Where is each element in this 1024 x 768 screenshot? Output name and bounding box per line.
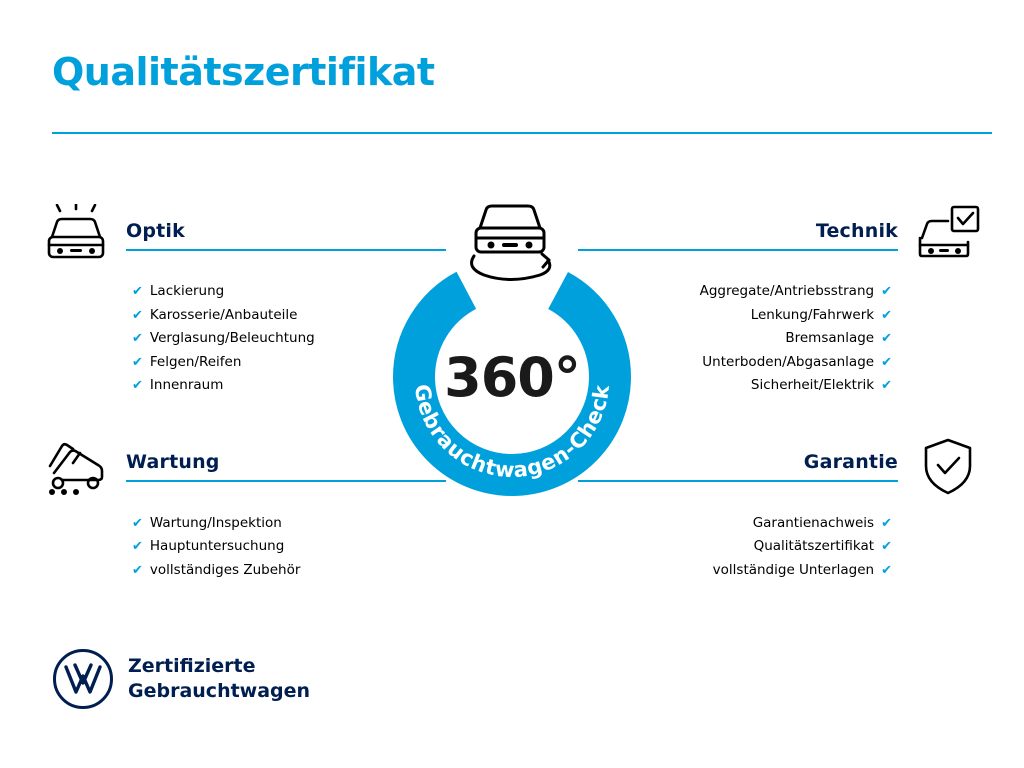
check-icon: ✔ [881, 562, 892, 578]
car-lift-icon [40, 436, 112, 498]
list-item-label: Innenraum [149, 377, 224, 393]
list-item-label: Unterboden/Abgasanlage [702, 353, 875, 370]
vw-logo-icon [52, 648, 114, 710]
list-item [132, 535, 460, 559]
list-item [132, 559, 460, 583]
check-icon: ✔ [881, 378, 892, 393]
check-icon: ✔ [132, 562, 143, 578]
list-item-label: Lackierung [149, 283, 225, 299]
check-icon: ✔ [881, 354, 892, 370]
check-icon: ✔ [881, 539, 892, 554]
shield-check-icon [912, 436, 984, 498]
check-icon: ✔ [881, 515, 892, 531]
footer-logo [52, 648, 310, 710]
footer-line-2: Gebrauchtwagen [128, 680, 311, 702]
list-item-label: vollständige Unterlagen [712, 561, 875, 578]
check-icon: ✔ [132, 378, 143, 393]
section-wartung-list [40, 512, 460, 583]
check-icon: ✔ [132, 354, 143, 370]
list-item-label: Wartung/Inspektion [149, 514, 282, 531]
list-item-label: Hauptuntersuchung [149, 538, 285, 554]
list-item-label: Felgen/Reifen [149, 353, 242, 370]
section-optik-title: Optik [126, 219, 185, 242]
section-garantie-title: Garantie [803, 451, 898, 473]
check-icon: ✔ [881, 331, 892, 346]
car-check-icon [912, 204, 984, 266]
car-front-shine-icon [40, 204, 112, 266]
title-divider [52, 132, 992, 134]
svg-text:Gebrauchtwagen-Check: Gebrauchtwagen-Check [409, 382, 615, 483]
list-item-label: vollständiges Zubehör [149, 561, 301, 578]
section-garantie-list [564, 512, 984, 583]
footer-line-1: Zertifizierte [128, 655, 256, 677]
list-item [564, 512, 892, 536]
degrees-label: 360° [444, 345, 580, 409]
list-item-label: Karosserie/Anbauteile [149, 306, 298, 323]
center-badge [372, 196, 652, 496]
list-item-label: Aggregate/Antriebsstrang [699, 283, 875, 299]
list-item-label: Sicherheit/Elektrik [750, 377, 875, 393]
check-icon: ✔ [132, 307, 143, 323]
check-icon: ✔ [881, 307, 892, 323]
page-title: Qualitätszertifikat [52, 50, 435, 94]
list-item-label: Verglasung/Beleuchtung [149, 330, 315, 346]
list-item [564, 535, 892, 559]
list-item-label: Bremsanlage [785, 330, 875, 346]
list-item-label: Garantienachweis [752, 514, 875, 531]
check-icon: ✔ [881, 284, 892, 299]
footer-text [128, 654, 310, 704]
list-item [564, 559, 892, 583]
section-technik-title: Technik [815, 219, 898, 242]
check-icon: ✔ [132, 331, 143, 346]
check-icon: ✔ [132, 539, 143, 554]
list-item-label: Qualitätszertifikat [753, 538, 875, 554]
section-wartung-title: Wartung [126, 451, 220, 473]
list-item [132, 512, 460, 536]
list-item-label: Lenkung/Fahrwerk [750, 306, 875, 323]
check-icon: ✔ [132, 515, 143, 531]
check-icon: ✔ [132, 284, 143, 299]
